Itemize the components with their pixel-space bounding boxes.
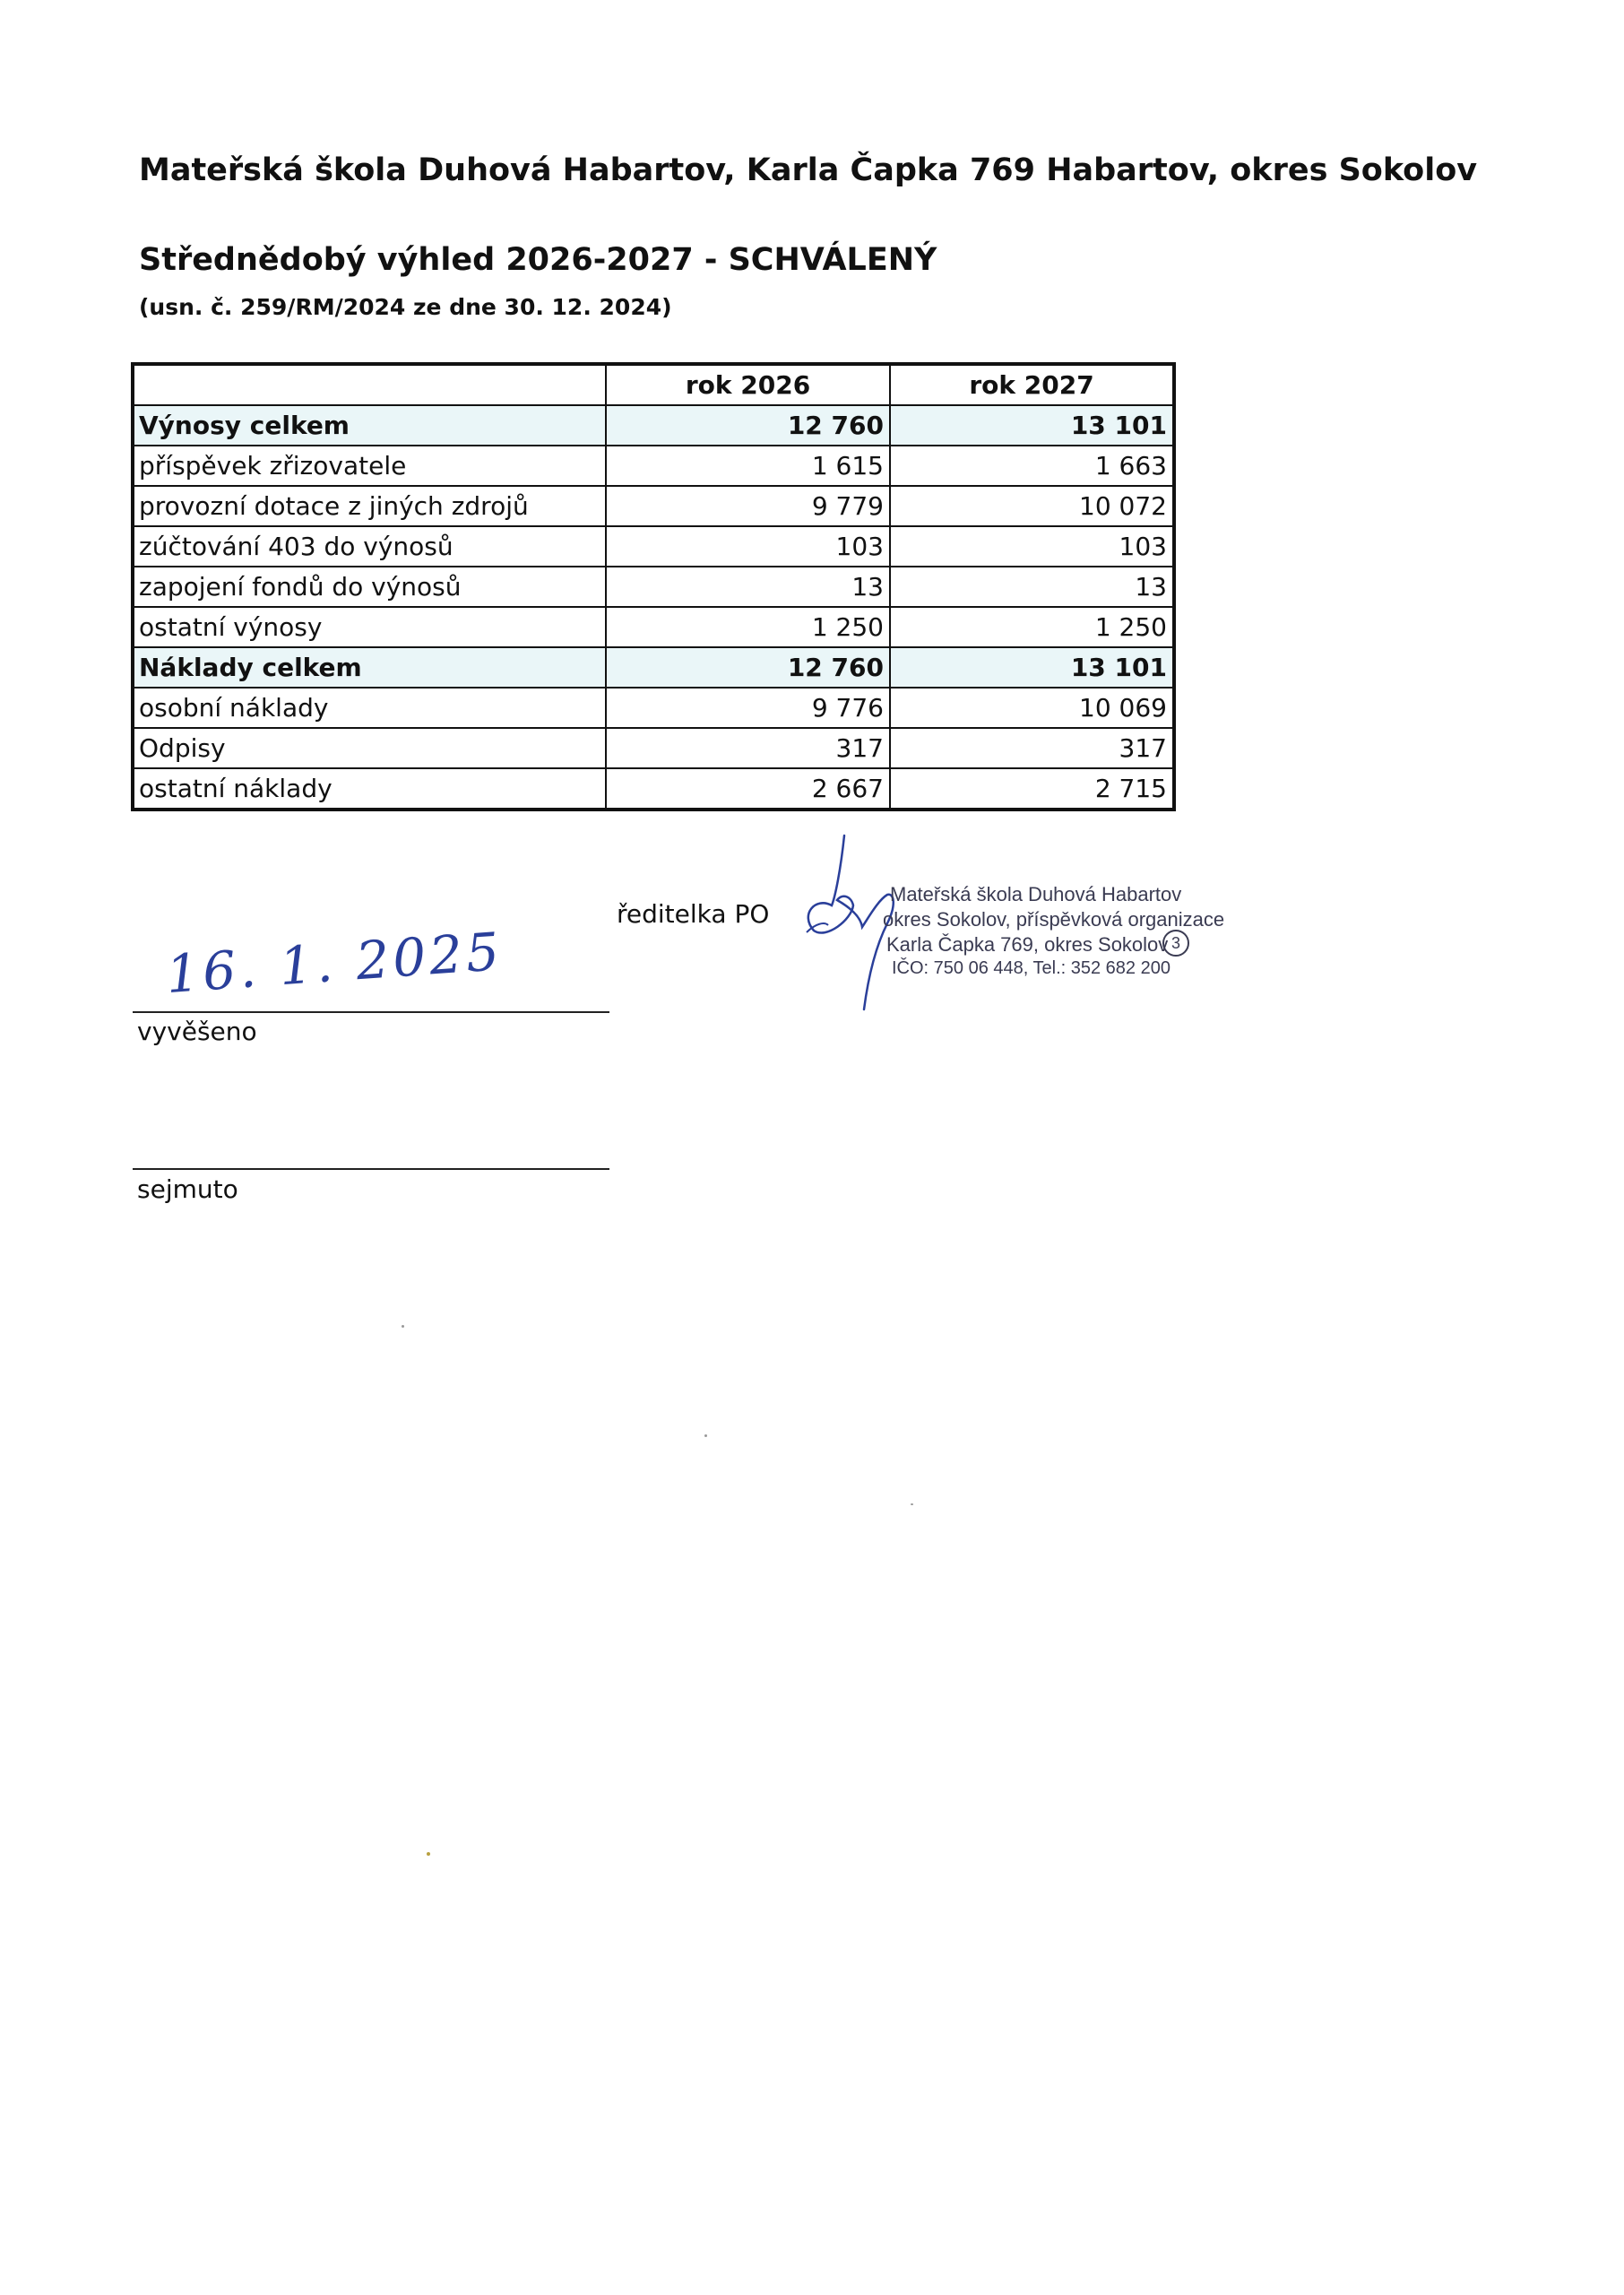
value-2027: 10 072 [890, 486, 1174, 526]
row-label: ostatní výnosy [133, 607, 606, 647]
row-label: zapojení fondů do výnosů [133, 567, 606, 607]
document-title: Střednědobý výhled 2026-2027 - SCHVÁLENÝ [139, 242, 937, 278]
value-2027: 13 [890, 567, 1174, 607]
budget-table [131, 362, 1176, 811]
value-2026: 9 779 [606, 486, 890, 526]
scan-speck [704, 1434, 707, 1437]
value-2027: 2 715 [890, 768, 1174, 810]
value-2027: 13 101 [890, 647, 1174, 688]
stamp-line-organization: okres Sokolov, příspěvková organizace [883, 908, 1225, 931]
value-2027: 13 101 [890, 405, 1174, 446]
value-2027: 317 [890, 728, 1174, 768]
table-row-revenue-total [133, 405, 1174, 446]
value-2026: 9 776 [606, 688, 890, 728]
value-2027: 103 [890, 526, 1174, 567]
posted-signature-line [133, 1011, 609, 1013]
organization-stamp [883, 883, 1223, 991]
table-row-costs-total [133, 647, 1174, 688]
removed-label: sejmuto [137, 1174, 238, 1204]
value-2026: 12 760 [606, 405, 890, 446]
stamp-line-contact: IČO: 750 06 448, Tel.: 352 682 200 [892, 958, 1170, 978]
resolution-reference: (usn. č. 259/RM/2024 ze dne 30. 12. 2024) [139, 294, 672, 320]
value-2027: 10 069 [890, 688, 1174, 728]
scan-speck [427, 1852, 430, 1856]
value-2027: 1 663 [890, 446, 1174, 486]
value-2026: 1 250 [606, 607, 890, 647]
row-label: osobní náklady [133, 688, 606, 728]
table-row [133, 567, 1174, 607]
table-row [133, 486, 1174, 526]
row-label: provozní dotace z jiných zdrojů [133, 486, 606, 526]
stamp-line-name: Mateřská škola Duhová Habartov [890, 883, 1182, 905]
director-label: ředitelka PO [617, 899, 770, 929]
value-2026: 2 667 [606, 768, 890, 810]
value-2026: 1 615 [606, 446, 890, 486]
scan-speck [402, 1325, 404, 1328]
value-2026: 103 [606, 526, 890, 567]
header-label-cell [133, 364, 606, 405]
posted-label: vyvěšeno [137, 1017, 257, 1046]
posted-date-handwritten: 16. 1. 2025 [164, 920, 505, 1006]
row-label: zúčtování 403 do výnosů [133, 526, 606, 567]
organization-heading: Mateřská škola Duhová Habartov, Karla Čapka 769 Habartov, okres Sokolov [139, 152, 1478, 188]
table-row [133, 607, 1174, 647]
row-label: ostatní náklady [133, 768, 606, 810]
value-2026: 12 760 [606, 647, 890, 688]
value-2026: 13 [606, 567, 890, 607]
row-label: příspěvek zřizovatele [133, 446, 606, 486]
removed-signature-line [133, 1168, 609, 1170]
header-year-2027: rok 2027 [890, 364, 1174, 405]
value-2027: 1 250 [890, 607, 1174, 647]
table-row [133, 526, 1174, 567]
table-row [133, 688, 1174, 728]
stamp-line-address: Karla Čapka 769, okres Sokolov [886, 933, 1169, 956]
table-header-row [133, 364, 1174, 405]
stamp-number: 3 [1162, 930, 1189, 957]
scan-speck [911, 1503, 913, 1505]
row-label: Odpisy [133, 728, 606, 768]
row-label: Výnosy celkem [133, 405, 606, 446]
header-year-2026: rok 2026 [606, 364, 890, 405]
row-label: Náklady celkem [133, 647, 606, 688]
table-row [133, 728, 1174, 768]
table-row [133, 768, 1174, 810]
table-row [133, 446, 1174, 486]
value-2026: 317 [606, 728, 890, 768]
